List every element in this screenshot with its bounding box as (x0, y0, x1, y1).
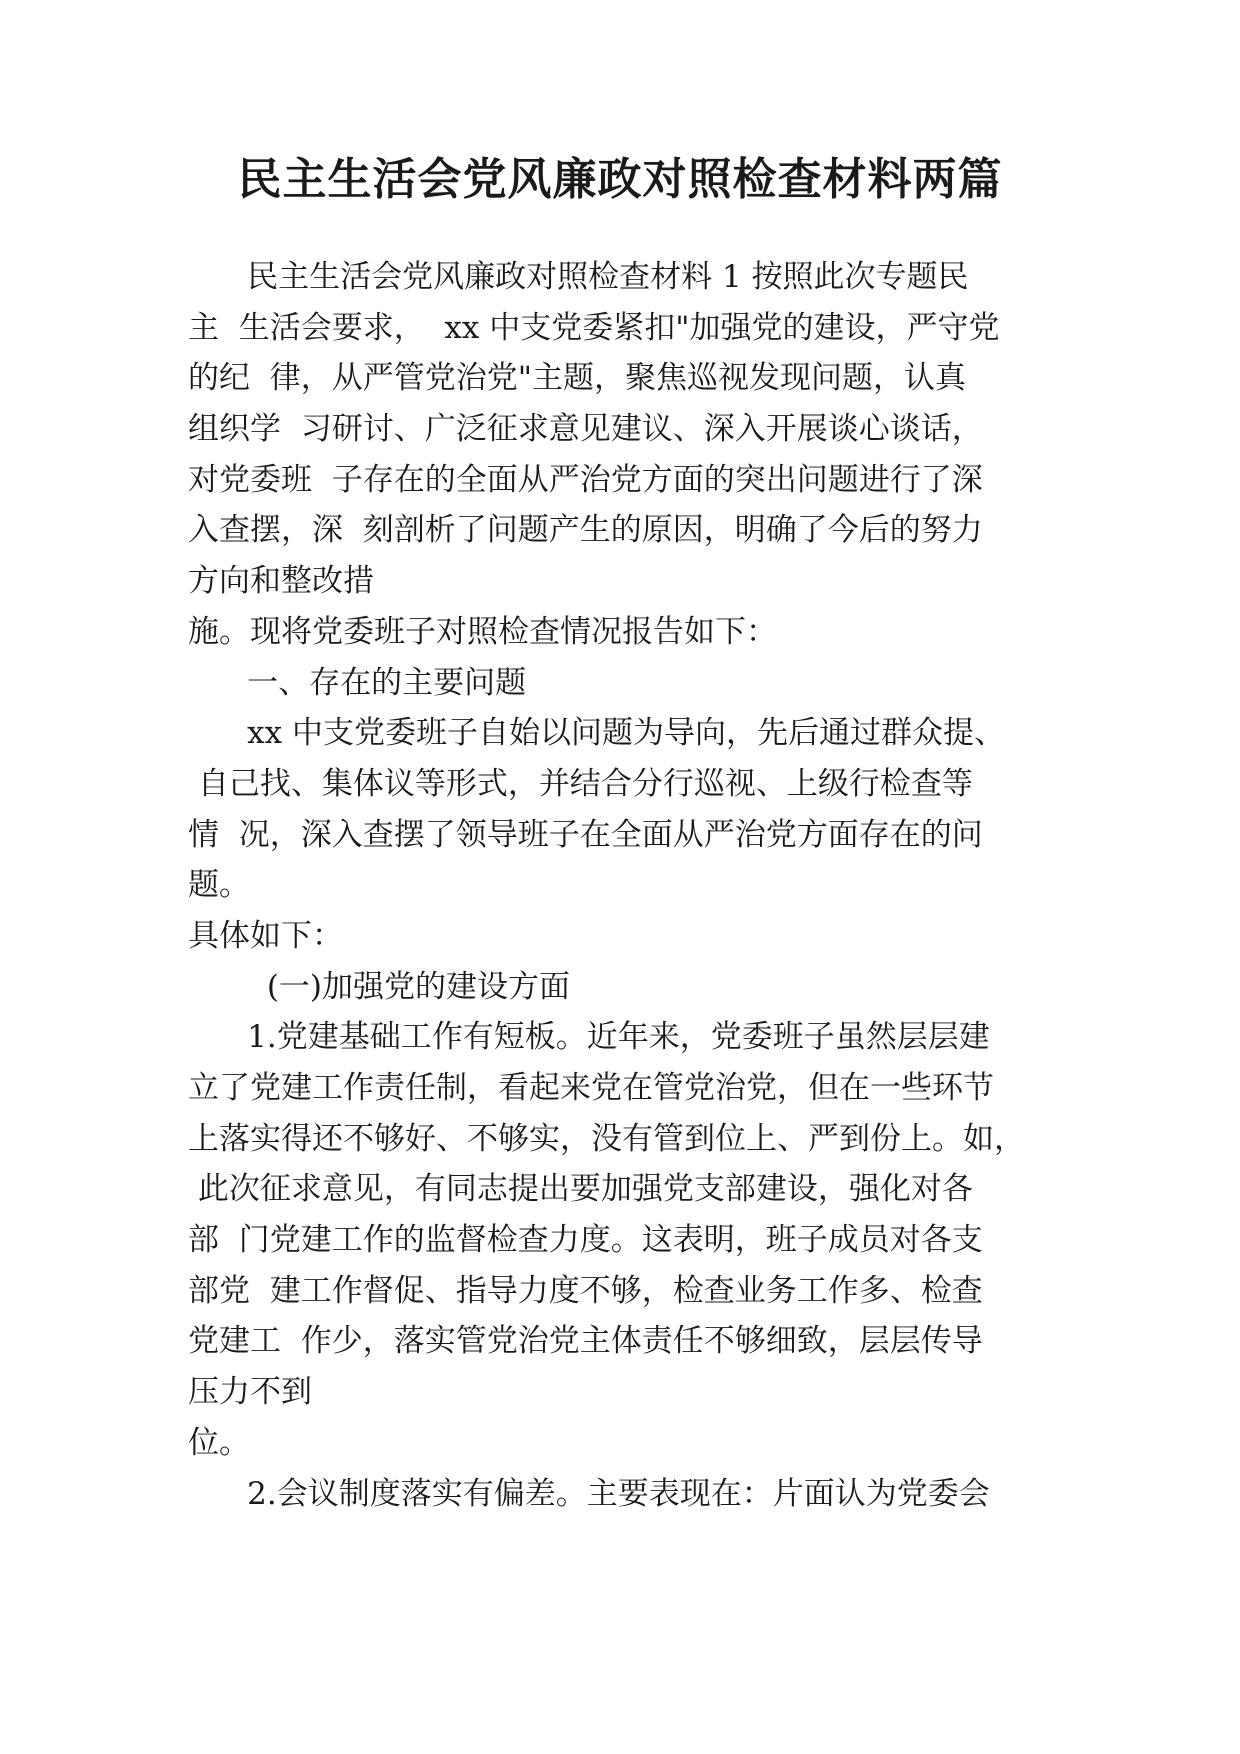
subsection-heading: (一)加强党的建设方面 (188, 968, 571, 1005)
body-line: 情 况，深入查摆了领导班子在全面从严治党方面存在的问 (188, 816, 983, 853)
body-line: 主 生活会要求， xx 中支党委紧扣"加强党的建设，严守党 (188, 309, 1000, 346)
body-line: 具体如下： (188, 917, 343, 954)
body-line: 立了党建工作责任制，看起来党在管党治党，但在一些环节 (188, 1070, 994, 1106)
body-line: 自己找、集体议等形式，并结合分行巡视、上级行检查等 (188, 765, 973, 802)
body-line: 部党 建工作督促、指导力度不够，检查业务工作多、检查 (188, 1272, 983, 1309)
body-line: 上落实得还不够好、不够实，没有管到位上、严到份上。如， (188, 1120, 1025, 1157)
body-line: 压力不到 (188, 1374, 312, 1411)
body-line: 对党委班 子存在的全面从严治党方面的突出问题进行了深 (188, 461, 983, 498)
body-line: xx 中支党委班子自始以问题为导向，先后通过群众提、 (188, 715, 1005, 752)
body-line: 位。 (188, 1424, 250, 1461)
document-body (188, 252, 1068, 1519)
body-line: 民主生活会党风廉政对照检查材料 1 按照此次专题民 (188, 259, 969, 295)
body-line: 党建工 作少，落实管党治党主体责任不够细致，层层传导 (188, 1323, 983, 1360)
body-line: 的纪 律，从严管党治党"主题，聚焦巡视发现问题，认真 (188, 360, 966, 397)
page-title: 民主生活会党风廉政对照检查材料两篇 (237, 154, 1003, 205)
body-line: 1.党建基础工作有短板。近年来，党委班子虽然层层建 (188, 1019, 990, 1056)
body-line: 入查摆，深 刻剖析了问题产生的原因，明确了今后的努力 (188, 512, 983, 549)
body-line: 2.会议制度落实有偏差。主要表现在：片面认为党委会 (188, 1475, 990, 1512)
body-line: 组织学 习研讨、广泛征求意见建议、深入开展谈心谈话， (188, 411, 983, 448)
body-line: 此次征求意见，有同志提出要加强党支部建设，强化对各 (188, 1171, 973, 1208)
body-line: 方向和整改措 (188, 563, 374, 600)
section-heading: 一、存在的主要问题 (188, 664, 527, 701)
body-line: 施。现将党委班子对照检查情况报告如下： (188, 613, 777, 650)
body-line: 部 门党建工作的监督检查力度。这表明，班子成员对各支 (188, 1222, 983, 1259)
body-line: 题。 (188, 867, 250, 904)
